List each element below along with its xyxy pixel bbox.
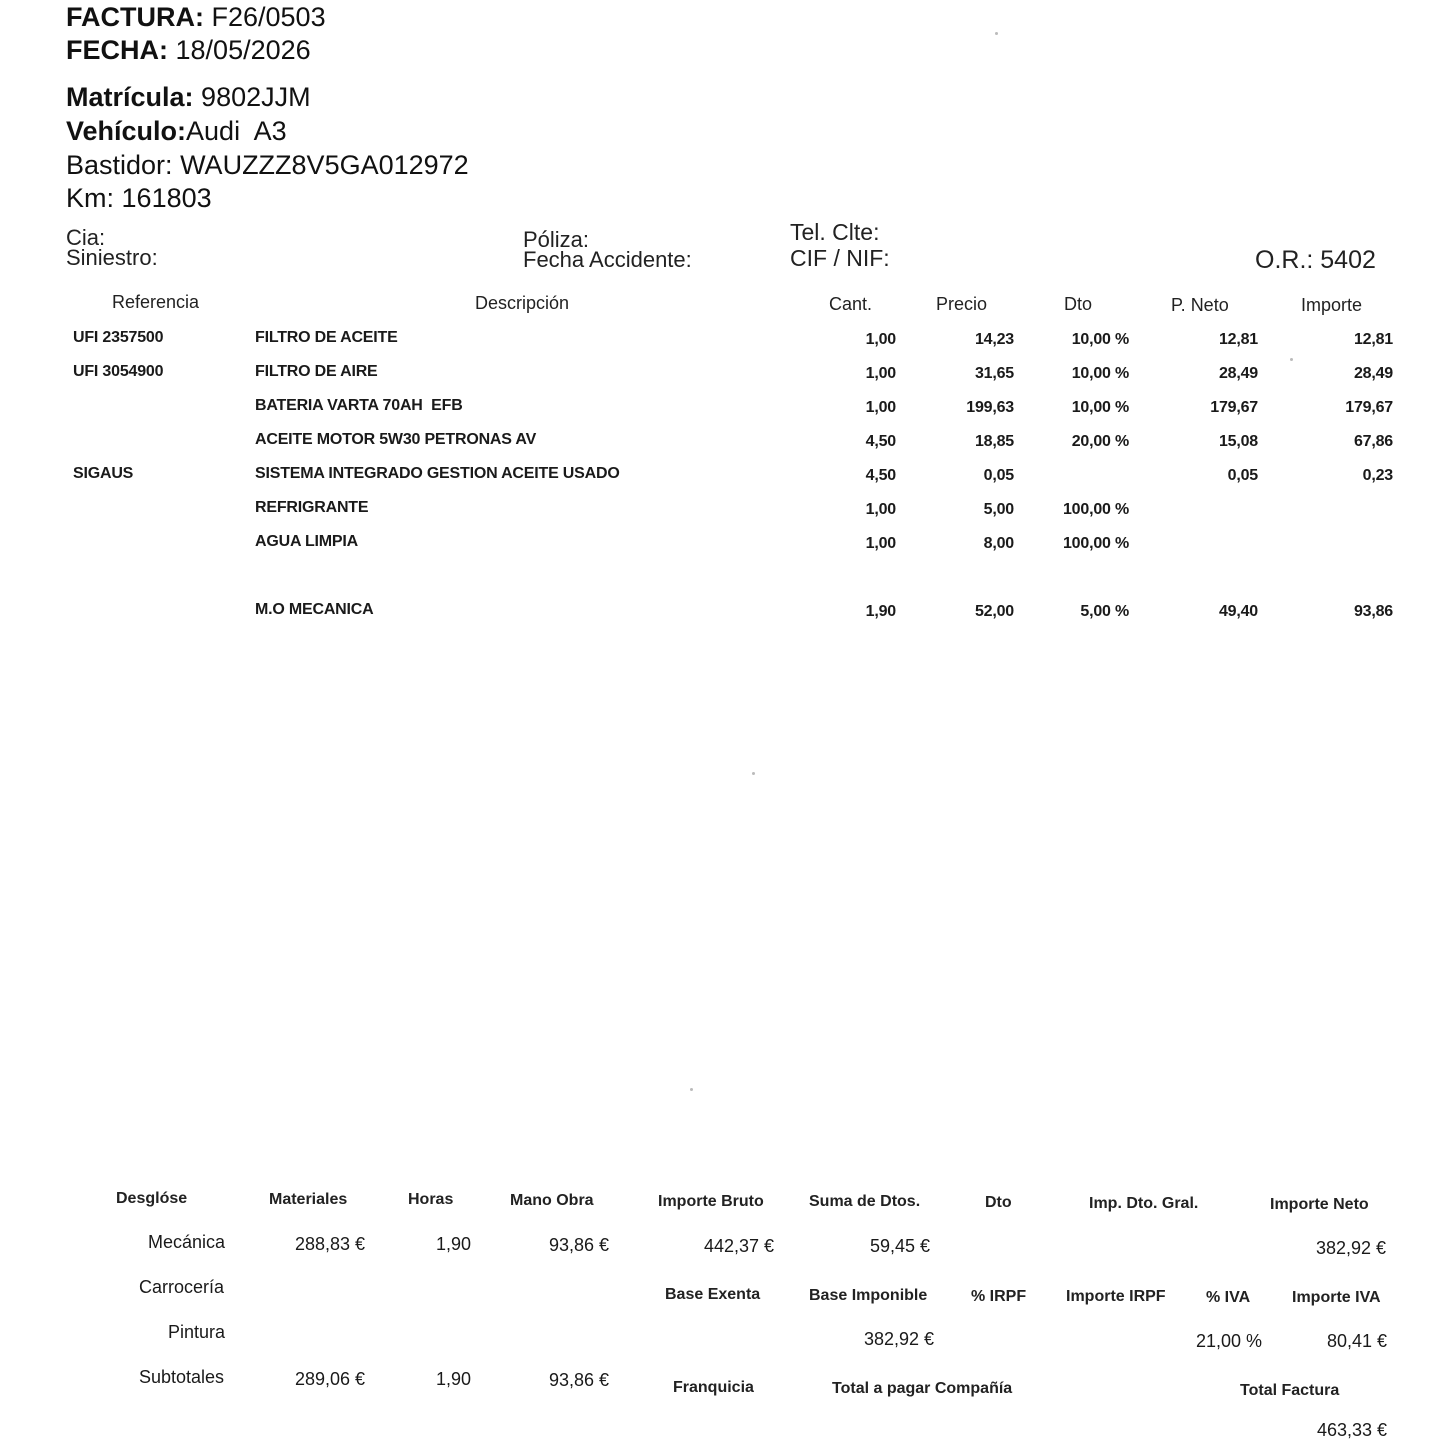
summary-col-general-discount: Imp. Dto. Gral. <box>1089 1195 1199 1212</box>
row-amount: 28,49 <box>1353 365 1393 382</box>
summary-col-company-total: Total a pagar Compañía <box>832 1380 1013 1397</box>
row-mechanics-label: Mecánica <box>148 1232 226 1252</box>
policy-label: Póliza: <box>523 227 590 252</box>
km-label: Km: <box>66 183 115 213</box>
km-line <box>66 183 212 214</box>
row-paint-label: Pintura <box>168 1322 226 1342</box>
row-net-price: 28,49 <box>1218 365 1258 382</box>
mechanics-discounts: 59,45 € <box>870 1236 931 1256</box>
row-description: BATERIA VARTA 70AH EFB <box>255 397 463 414</box>
row-discount: 100,00 % <box>1062 535 1129 552</box>
row-description: FILTRO DE ACEITE <box>255 329 398 346</box>
row-description: ACEITE MOTOR 5W30 PETRONAS AV <box>255 431 537 448</box>
row-amount: 12,81 <box>1353 331 1393 348</box>
mechanics-materials: 288,83 € <box>295 1234 366 1254</box>
mechanics-net: 382,92 € <box>1316 1238 1387 1258</box>
row-amount: 67,86 <box>1353 433 1393 450</box>
summary-col-discounts-sum: Suma de Dtos. <box>809 1193 921 1210</box>
row-discount: 20,00 % <box>1071 433 1129 450</box>
summary-col-breakdown: Desglóse <box>116 1190 188 1207</box>
row-reference: UFI 2357500 <box>73 329 164 346</box>
row-amount: 0,23 <box>1362 467 1393 484</box>
company-label: Cia: <box>66 225 106 250</box>
row-reference: SIGAUS <box>73 465 134 482</box>
invoice-number-label: FACTURA: <box>66 2 204 32</box>
row-description: FILTRO DE AIRE <box>255 363 378 380</box>
repair-order-number: O.R.: 5402 <box>1255 246 1376 274</box>
row-description: REFRIGRANTE <box>255 499 369 516</box>
vin-value: WAUZZZ8V5GA012972 <box>180 150 469 180</box>
col-net-price: P. Neto <box>1171 295 1229 315</box>
vat-amount-value: 80,41 € <box>1327 1331 1388 1351</box>
row-discount: 100,00 % <box>1062 501 1129 518</box>
invoice-date-label: FECHA: <box>66 35 168 65</box>
row-net-price: 49,40 <box>1218 603 1258 620</box>
plate-label: Matrícula: <box>66 82 194 112</box>
vat-rate-value: 21,00 % <box>1196 1331 1263 1351</box>
scan-speck <box>1290 358 1293 361</box>
vehicle-value: Audi A3 <box>186 116 287 146</box>
row-quantity: 1,00 <box>865 399 896 416</box>
subtotal-hours: 1,90 <box>436 1369 472 1389</box>
row-price: 14,23 <box>974 331 1014 348</box>
summary-col-vat-rate: % IVA <box>1206 1289 1251 1306</box>
mechanics-labor: 93,86 € <box>549 1235 610 1255</box>
summary-col-deductible: Franquicia <box>673 1379 754 1396</box>
invoice-total-value: 463,33 € <box>1317 1420 1388 1440</box>
km-value: 161803 <box>121 183 212 213</box>
plate-value: 9802JJM <box>201 82 311 112</box>
row-amount: 179,67 <box>1345 399 1393 416</box>
row-price: 199,63 <box>966 399 1014 416</box>
vin-label: Bastidor: <box>66 150 173 180</box>
row-price: 0,05 <box>983 467 1014 484</box>
summary-col-net: Importe Neto <box>1270 1196 1369 1213</box>
summary-col-materials: Materiales <box>269 1191 348 1208</box>
row-description: AGUA LIMPIA <box>255 533 358 550</box>
row-quantity: 1,90 <box>865 603 896 620</box>
invoice-number: F26/0503 <box>211 2 326 32</box>
col-quantity: Cant. <box>829 294 873 314</box>
plate-line <box>66 82 311 113</box>
row-description: SISTEMA INTEGRADO GESTION ACEITE USADO <box>255 465 620 482</box>
vehicle-label: Vehículo: <box>66 116 187 146</box>
row-quantity: 1,00 <box>865 535 896 552</box>
summary-col-gross: Importe Bruto <box>658 1193 764 1210</box>
scan-speck <box>752 772 755 775</box>
summary-col-taxable-base: Base Imponible <box>809 1287 928 1304</box>
taxable-base-value: 382,92 € <box>864 1329 935 1349</box>
tax-id-label: CIF / NIF: <box>790 245 890 271</box>
row-net-price: 12,81 <box>1218 331 1258 348</box>
row-amount: 93,86 <box>1353 603 1393 620</box>
subtotal-materials: 289,06 € <box>295 1369 366 1389</box>
invoice-date: 18/05/2026 <box>175 35 311 65</box>
row-net-price: 15,08 <box>1218 433 1258 450</box>
row-price: 52,00 <box>974 603 1014 620</box>
row-discount: 5,00 % <box>1080 603 1129 620</box>
mechanics-gross: 442,37 € <box>704 1236 775 1256</box>
row-price: 5,00 <box>983 501 1014 518</box>
mechanics-hours: 1,90 <box>436 1234 472 1254</box>
row-quantity: 4,50 <box>865 467 896 484</box>
client-phone-label: Tel. Clte: <box>790 219 880 245</box>
row-price: 18,85 <box>974 433 1014 450</box>
summary-col-irpf-rate: % IRPF <box>971 1288 1027 1305</box>
scan-speck <box>995 32 998 35</box>
row-subtotals-label: Subtotales <box>139 1367 225 1387</box>
summary-col-discount: Dto <box>985 1194 1012 1211</box>
summary-col-irpf-amount: Importe IRPF <box>1066 1288 1166 1305</box>
summary-col-invoice-total: Total Factura <box>1240 1382 1340 1399</box>
summary-col-labor: Mano Obra <box>510 1192 594 1209</box>
row-price: 8,00 <box>983 535 1014 552</box>
scan-speck <box>690 1088 693 1091</box>
col-amount: Importe <box>1301 295 1363 315</box>
vehicle-line <box>66 116 287 147</box>
summary-col-vat-amount: Importe IVA <box>1292 1289 1381 1306</box>
invoice-number-line <box>66 2 326 33</box>
row-quantity: 4,50 <box>865 433 896 450</box>
col-price: Precio <box>936 294 988 314</box>
row-net-price: 0,05 <box>1227 467 1258 484</box>
row-price: 31,65 <box>974 365 1014 382</box>
invoice-date-line <box>66 35 311 66</box>
col-reference: Referencia <box>112 292 200 312</box>
row-bodywork-label: Carrocería <box>139 1277 225 1297</box>
col-description: Descripción <box>475 293 570 313</box>
col-discount: Dto <box>1064 294 1093 314</box>
row-quantity: 1,00 <box>865 331 896 348</box>
claim-label: Siniestro: <box>66 245 158 270</box>
row-description: M.O MECANICA <box>255 601 374 618</box>
row-discount: 10,00 % <box>1071 365 1129 382</box>
row-net-price: 179,67 <box>1210 399 1258 416</box>
summary-col-exempt-base: Base Exenta <box>665 1286 761 1303</box>
row-discount: 10,00 % <box>1071 399 1129 416</box>
row-quantity: 1,00 <box>865 501 896 518</box>
accident-date-label: Fecha Accidente: <box>523 247 692 272</box>
row-quantity: 1,00 <box>865 365 896 382</box>
row-discount: 10,00 % <box>1071 331 1129 348</box>
row-reference: UFI 3054900 <box>73 363 164 380</box>
vin-line <box>66 150 469 181</box>
subtotal-labor: 93,86 € <box>549 1370 610 1390</box>
summary-col-hours: Horas <box>408 1191 454 1208</box>
